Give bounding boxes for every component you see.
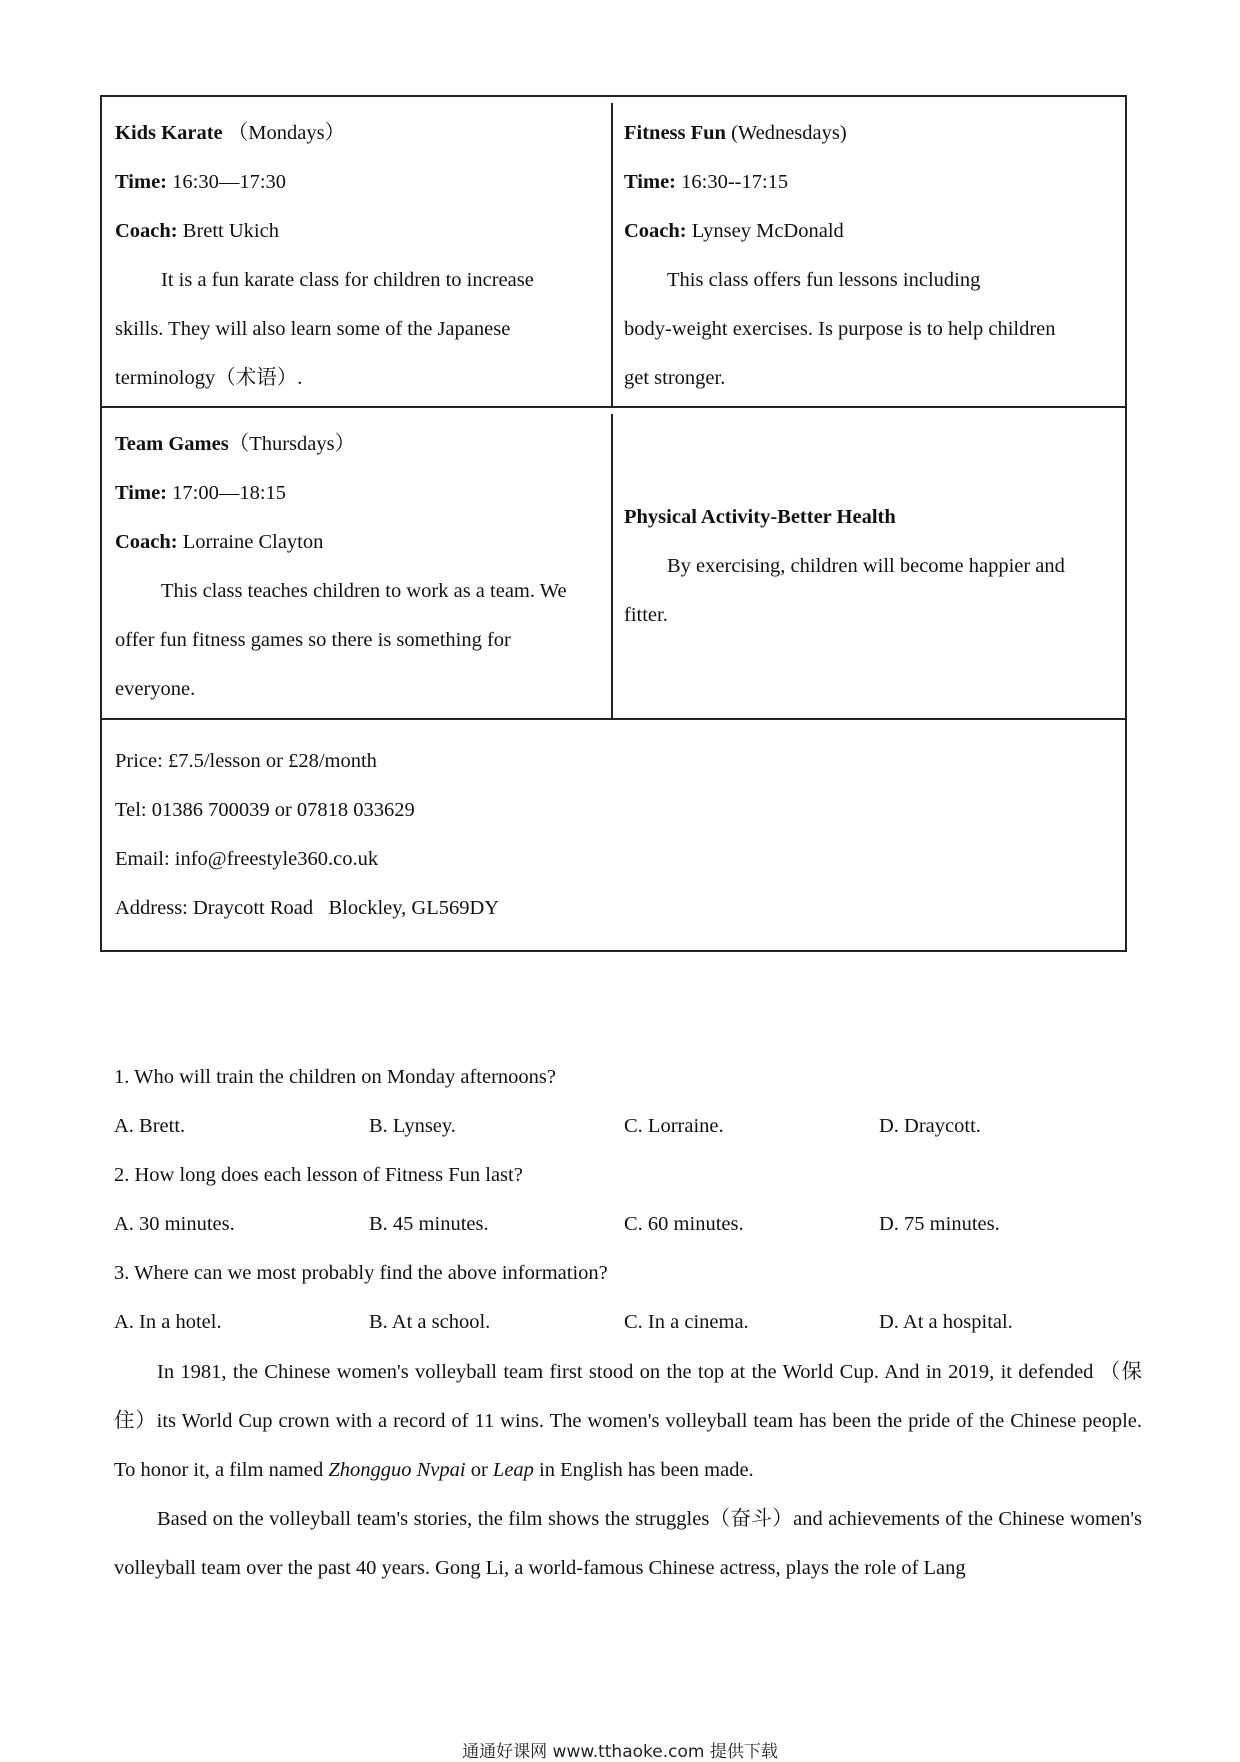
question-3-options bbox=[114, 1298, 1134, 1347]
schedule-row-2 bbox=[102, 408, 1125, 720]
fitness-fun-title: Fitness Fun bbox=[624, 122, 726, 144]
team-games-time: 17:00—18:15 bbox=[172, 482, 287, 504]
page-footer: 通通好课网 www.tthaoke.com 提供下载 bbox=[462, 1742, 778, 1762]
address-text: Address: Draycott Road Blockley, GL569DY bbox=[115, 897, 500, 919]
tel-text: Tel: 01386 700039 or 07818 033629 bbox=[115, 799, 415, 821]
kids-karate-coach: Brett Ukich bbox=[182, 220, 279, 242]
team-games-coach: Lorraine Clayton bbox=[182, 531, 324, 553]
fitness-fun-coach: Lynsey McDonald bbox=[691, 220, 844, 242]
time-label: Time: bbox=[115, 171, 168, 193]
coach-label: Coach: bbox=[115, 220, 178, 242]
email-text: Email: info@freestyle360.co.uk bbox=[115, 848, 379, 870]
option-d: D. 75 minutes. bbox=[879, 1213, 1000, 1235]
reading-passage bbox=[114, 1348, 1142, 1593]
question-1-options bbox=[114, 1102, 1134, 1151]
team-games-title: Team Games bbox=[115, 433, 229, 455]
fitness-fun-time: 16:30--17:15 bbox=[681, 171, 789, 193]
option-a: A. In a hotel. bbox=[114, 1311, 222, 1333]
contact-row bbox=[102, 720, 1125, 950]
team-games-desc-1: This class teaches children to work as a team. We bbox=[161, 580, 567, 602]
team-games-desc-3: everyone. bbox=[115, 678, 196, 700]
question-1: 1. Who will train the children on Monday afternoons? bbox=[114, 1066, 556, 1088]
question-3: 3. Where can we most probably find the above information? bbox=[114, 1262, 608, 1284]
question-2: 2. How long does each lesson of Fitness Fun last? bbox=[114, 1164, 523, 1186]
option-d: D. At a hospital. bbox=[879, 1311, 1013, 1333]
health-title: Physical Activity-Better Health bbox=[624, 505, 896, 528]
kids-karate-time: 16:30—17:30 bbox=[172, 171, 287, 193]
passage-paragraph-1 bbox=[114, 1348, 1142, 1495]
coach-label: Coach: bbox=[115, 531, 178, 553]
option-d: D. Draycott. bbox=[879, 1115, 981, 1137]
option-c: C. In a cinema. bbox=[624, 1311, 749, 1333]
question-2-options bbox=[114, 1200, 1134, 1249]
option-c: C. 60 minutes. bbox=[624, 1213, 744, 1235]
fitness-fun-desc-2: body-weight exercises. Is purpose is to help children bbox=[624, 318, 1056, 340]
team-games-cell bbox=[102, 414, 613, 718]
kids-karate-title: Kids Karate bbox=[115, 122, 223, 144]
health-cell bbox=[613, 414, 1125, 718]
fitness-fun-cell bbox=[613, 103, 1125, 406]
schedule-row-1 bbox=[102, 97, 1125, 408]
fitness-fun-day: (Wednesdays) bbox=[731, 122, 847, 144]
team-games-desc-2: offer fun fitness games so there is something for bbox=[115, 629, 511, 651]
time-label: Time: bbox=[115, 482, 168, 504]
passage-p1-text: In 1981, the Chinese women's volleyball team first stood on the top at the World Cup. And in 2019, it defended （保住）its World Cup crown with a record of 11 wins. The women's volleyball team has been the pride of the Chinese people. To honor it, a film named bbox=[114, 1361, 1142, 1481]
passage-p1-or: or bbox=[465, 1459, 493, 1481]
kids-karate-desc-1: It is a fun karate class for children to increase bbox=[161, 269, 534, 291]
health-desc-1: By exercising, children will become happier and bbox=[667, 554, 1065, 577]
contact-cell bbox=[102, 731, 1125, 950]
option-b: B. Lynsey. bbox=[369, 1115, 456, 1137]
price-text: Price: £7.5/lesson or £28/month bbox=[115, 750, 377, 772]
questions-section bbox=[114, 1053, 1134, 1347]
fitness-fun-desc-3: get stronger. bbox=[624, 367, 726, 389]
health-desc-2: fitter. bbox=[624, 603, 668, 626]
option-c: C. Lorraine. bbox=[624, 1115, 724, 1137]
kids-karate-desc-2: skills. They will also learn some of the Japanese bbox=[115, 318, 511, 340]
option-a: A. 30 minutes. bbox=[114, 1213, 235, 1235]
option-a: A. Brett. bbox=[114, 1115, 186, 1137]
team-games-day: （Thursdays） bbox=[228, 433, 356, 455]
kids-karate-desc-3: terminology（术语）. bbox=[115, 367, 303, 389]
kids-karate-day: （Mondays） bbox=[227, 122, 346, 144]
film-title-english: Leap bbox=[492, 1459, 534, 1481]
coach-label: Coach: bbox=[624, 220, 687, 242]
passage-p1-end: in English has been made. bbox=[533, 1459, 754, 1481]
kids-karate-cell bbox=[102, 103, 613, 406]
time-label: Time: bbox=[624, 171, 677, 193]
fitness-fun-desc-1: This class offers fun lessons including bbox=[667, 269, 981, 291]
film-title-chinese: Zhongguo Nvpai bbox=[328, 1459, 466, 1481]
option-b: B. 45 minutes. bbox=[369, 1213, 489, 1235]
passage-paragraph-2: Based on the volleyball team's stories, the film shows the struggles（奋斗）and achievements of the Chinese women's volleyball team over the past 40 years. Gong Li, a world-famous Chinese actress, plays the role of Lang bbox=[114, 1508, 1142, 1579]
option-b: B. At a school. bbox=[369, 1311, 491, 1333]
class-schedule-table bbox=[100, 95, 1127, 952]
